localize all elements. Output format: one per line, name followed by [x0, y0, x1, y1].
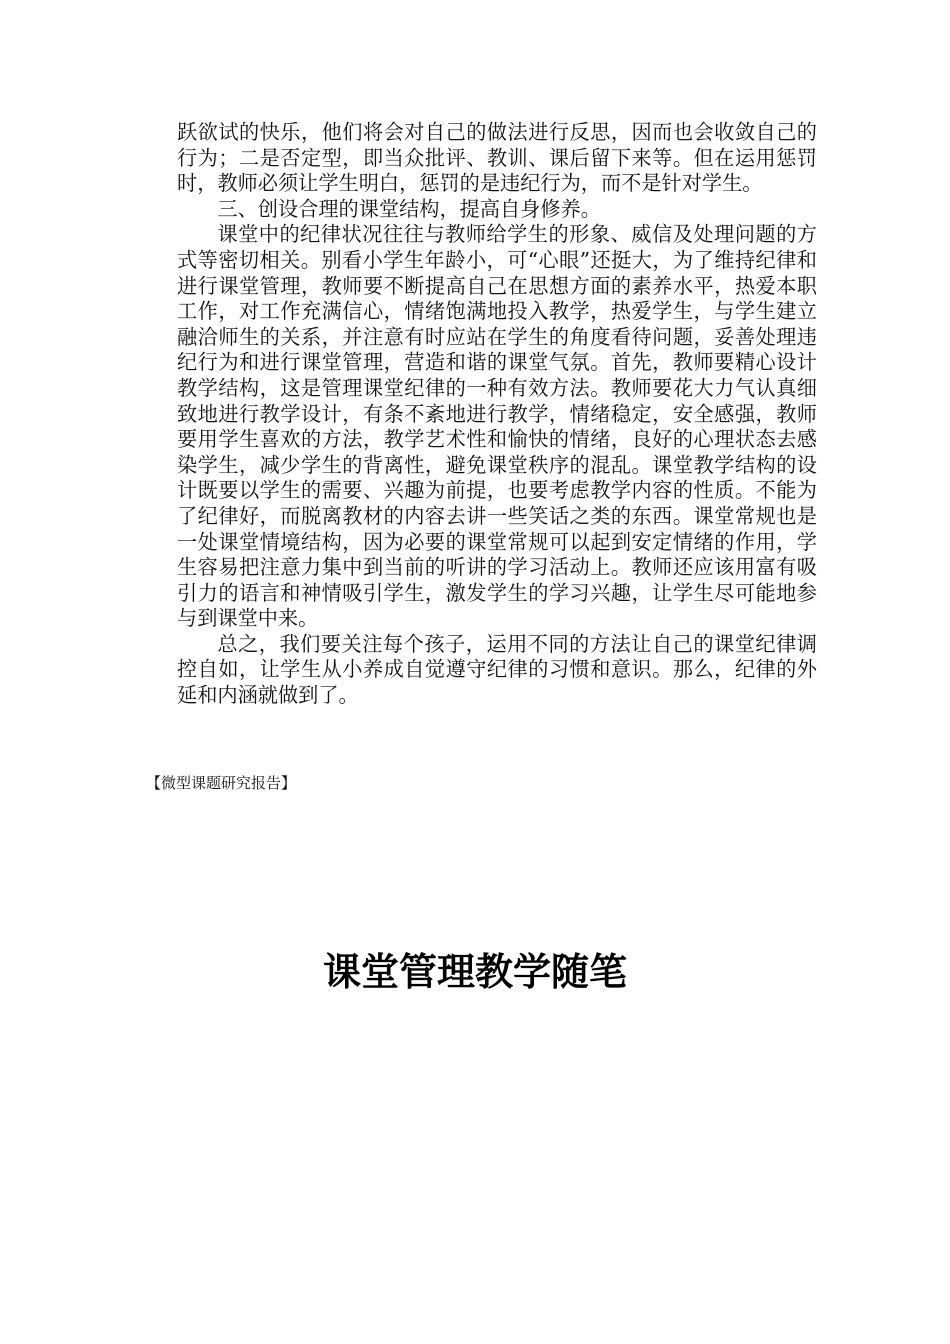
section-heading: 三、创设合理的课堂结构，提高自身修养。 [217, 196, 601, 221]
conclusion-paragraph: 总之，我们要关注每个孩子，运用不同的方法让自己的课堂纪律调控自如，让学生从小养成自觉遵守纪律的习惯和意识。那么，纪律的外延和内涵就做到了。 [177, 631, 817, 708]
body-text [177, 120, 817, 709]
continuation-paragraph: 跃欲试的快乐，他们将会对自己的做法进行反思，因而也会收敛自己的行为；二是否定型，即当众批评、教训、课后留下来等。但在运用惩罚时，教师必须让学生明白，惩罚的是违纪行为，而不是针对学生。 [177, 120, 817, 196]
report-tag: 【微型课题研究报告】 [146, 774, 297, 792]
main-paragraph: 课堂中的纪律状况往往与教师给学生的形象、威信及处理问题的方式等密切相关。别看小学生年龄小，可“心眼”还挺大，为了维持纪律和进行课堂管理，教师要不断提高自己在思想方面的素养水平，热爱本职工作，对工作充满信心，情绪饱满地投入教学，热爱学生，与学生建立融洽师生的关系，并注意有时应站在学生的角度看待问题，妥善处理违纪行为和进行课堂管理，营造和谐的课堂气氛。首先，教师要精心设计教学结构，这是管理课堂纪律的一种有效方法。教师要花大力气认真细致地进行教学设计，有条不紊地进行教学，情绪稳定，安全感强，教师要用学生喜欢的方法，教学艺术性和愉快的情绪，良好的心理状态去感染学生，减少学生的背离性，避免课堂秩序的混乱。课堂教学结构的设计既要以学生的需要、兴趣为前提，也要考虑教学内容的性质。不能为了纪律好，而脱离教材的内容去讲一些笑话之类的东西。课堂常规也是一处课堂情境结构，因为必要的课堂常规可以起到安定情绪的作用，学生容易把注意力集中到当前的听讲的学习活动上。教师还应该用富有吸引力的语言和神情吸引学生，激发学生的学习兴趣，让学生尽可能地参与到课堂中来。 [177, 222, 817, 631]
page-title: 课堂管理教学随笔 [322, 950, 627, 994]
